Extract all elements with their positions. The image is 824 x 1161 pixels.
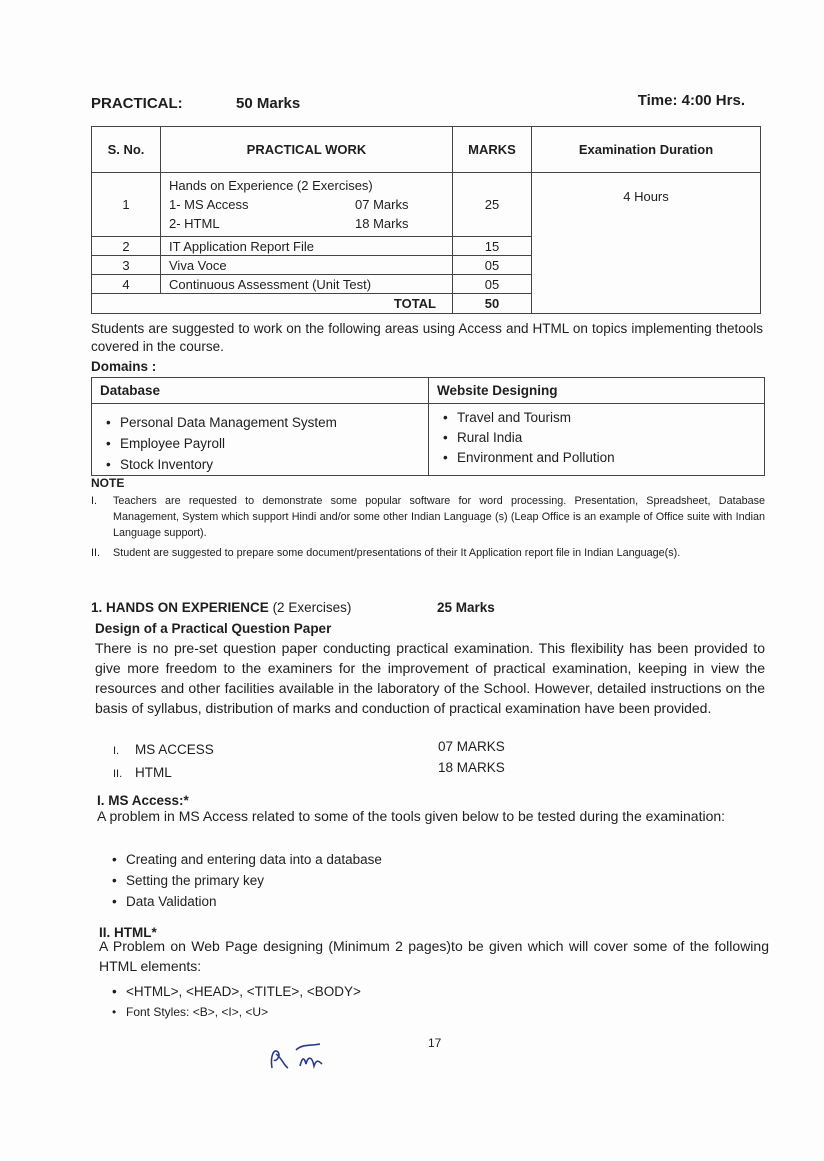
row-sno: 3 [92,256,161,275]
row-sno: 4 [92,275,161,294]
note-number: II. [91,547,100,559]
list-item: • Font Styles: <B>, <I>, <U> [106,1002,361,1023]
header-work: PRACTICAL WORK [161,127,453,173]
hands-on-heading [91,600,351,615]
total-label: TOTAL [92,294,453,314]
domains-label: Domains : [91,359,157,374]
html-paragraph: A Problem on Web Page designing (Minimum 2 pages)to be given which will cover some of the following HTML elements: [99,938,769,974]
ms-access-heading: I. MS Access:* [97,793,189,808]
note-text: Student are suggested to prepare some document/presentations of their It Application report file in Indian Language(s). [113,547,681,559]
list-item: • Personal Data Management System [100,412,420,433]
row-marks: 05 [453,256,532,275]
item-marks: 07 MARKS [438,739,505,754]
list-item: • Travel and Tourism [437,408,756,428]
list-item: • Employee Payroll [100,433,420,454]
exam-time: Time: 4:00 Hrs. [637,92,745,109]
hands-on-sub: (2 Exercises) [272,600,352,615]
html-heading: II. HTML* [99,925,157,940]
duration-cell: 4 Hours [532,173,761,314]
domains-table [91,377,765,476]
item-name: MS ACCESS [135,742,214,757]
website-list [437,408,756,468]
list-item: • Stock Inventory [100,454,420,475]
item-number: II. [113,768,123,780]
marks-table [91,126,761,314]
table-header-row [92,127,761,173]
total-value: 50 [453,294,532,314]
hands-on-items [113,739,214,785]
sub-name: 2- HTML [169,216,220,231]
signature [266,1038,328,1072]
row-marks: 15 [453,237,532,256]
row-marks: 25 [453,173,532,237]
row-work: Continuous Assessment (Unit Test) [161,275,453,294]
row-sno: 1 [92,173,161,237]
note-text: Teachers are requested to demonstrate some popular software for word processing. Presentation, Spreadsheet, Database Management, System which support Hindi and/or some other Indian Language (s) (Leap Office is an example of Office suite with Indian Language support). [113,495,765,539]
list-item: • Setting the primary key [106,870,382,891]
row-work [161,173,453,237]
hands-on-marks: 25 Marks [437,600,495,615]
practical-label: PRACTICAL: [91,95,183,112]
hands-on-paragraph: There is no pre-set question paper conducting practical examination. This flexibility has been provided to give more freedom to the examiners for the improvement of practical examination, keeping in view the resources and other facilities available in the laboratory of the School. However, detailed instructions on the basis of syllabus, distribution of marks and conduction of practical examination have been provided. [95,640,765,716]
list-item: • Environment and Pollution [437,448,756,468]
list-item: • Rural India [437,428,756,448]
sub-name: 1- MS Access [169,197,249,212]
sub-marks: 07 Marks [355,197,409,212]
hands-on-title: 1. HANDS ON EXPERIENCE [91,600,269,615]
hands-on-item-marks [438,736,505,778]
list-item: • Creating and entering data into a database [106,849,382,870]
row-sno: 2 [92,237,161,256]
practical-marks: 50 Marks [236,95,301,112]
html-list [106,981,361,1023]
row-work: IT Application Report File [161,237,453,256]
design-heading: Design of a Practical Question Paper [95,621,332,636]
sub-marks: 18 Marks [355,216,409,231]
website-header: Website Designing [429,378,765,404]
header-duration: Examination Duration [532,127,761,173]
ms-access-paragraph: A problem in MS Access related to some of the tools given below to be tested during the examination: [97,808,726,824]
note-number: I. [91,495,97,507]
row-work-title: Hands on Experience (2 Exercises) [169,178,373,193]
header-marks: MARKS [453,127,532,173]
row-work: Viva Voce [161,256,453,275]
row-marks: 05 [453,275,532,294]
ms-access-list [106,849,382,912]
item-marks: 18 MARKS [438,760,505,775]
list-item: • <HTML>, <HEAD>, <TITLE>, <BODY> [106,981,361,1002]
database-list [100,412,420,475]
intro-paragraph: Students are suggested to work on the following areas using Access and HTML on topics implementing thetools covered in the course. [91,321,763,354]
note-list [91,493,765,561]
table-row [92,173,761,237]
item-number: I. [113,745,120,757]
note-title: NOTE [91,476,125,490]
list-item: • Data Validation [106,891,382,912]
header-sno: S. No. [92,127,161,173]
page-number: 17 [428,1036,442,1050]
database-header: Database [92,378,429,404]
item-name: HTML [135,765,172,780]
